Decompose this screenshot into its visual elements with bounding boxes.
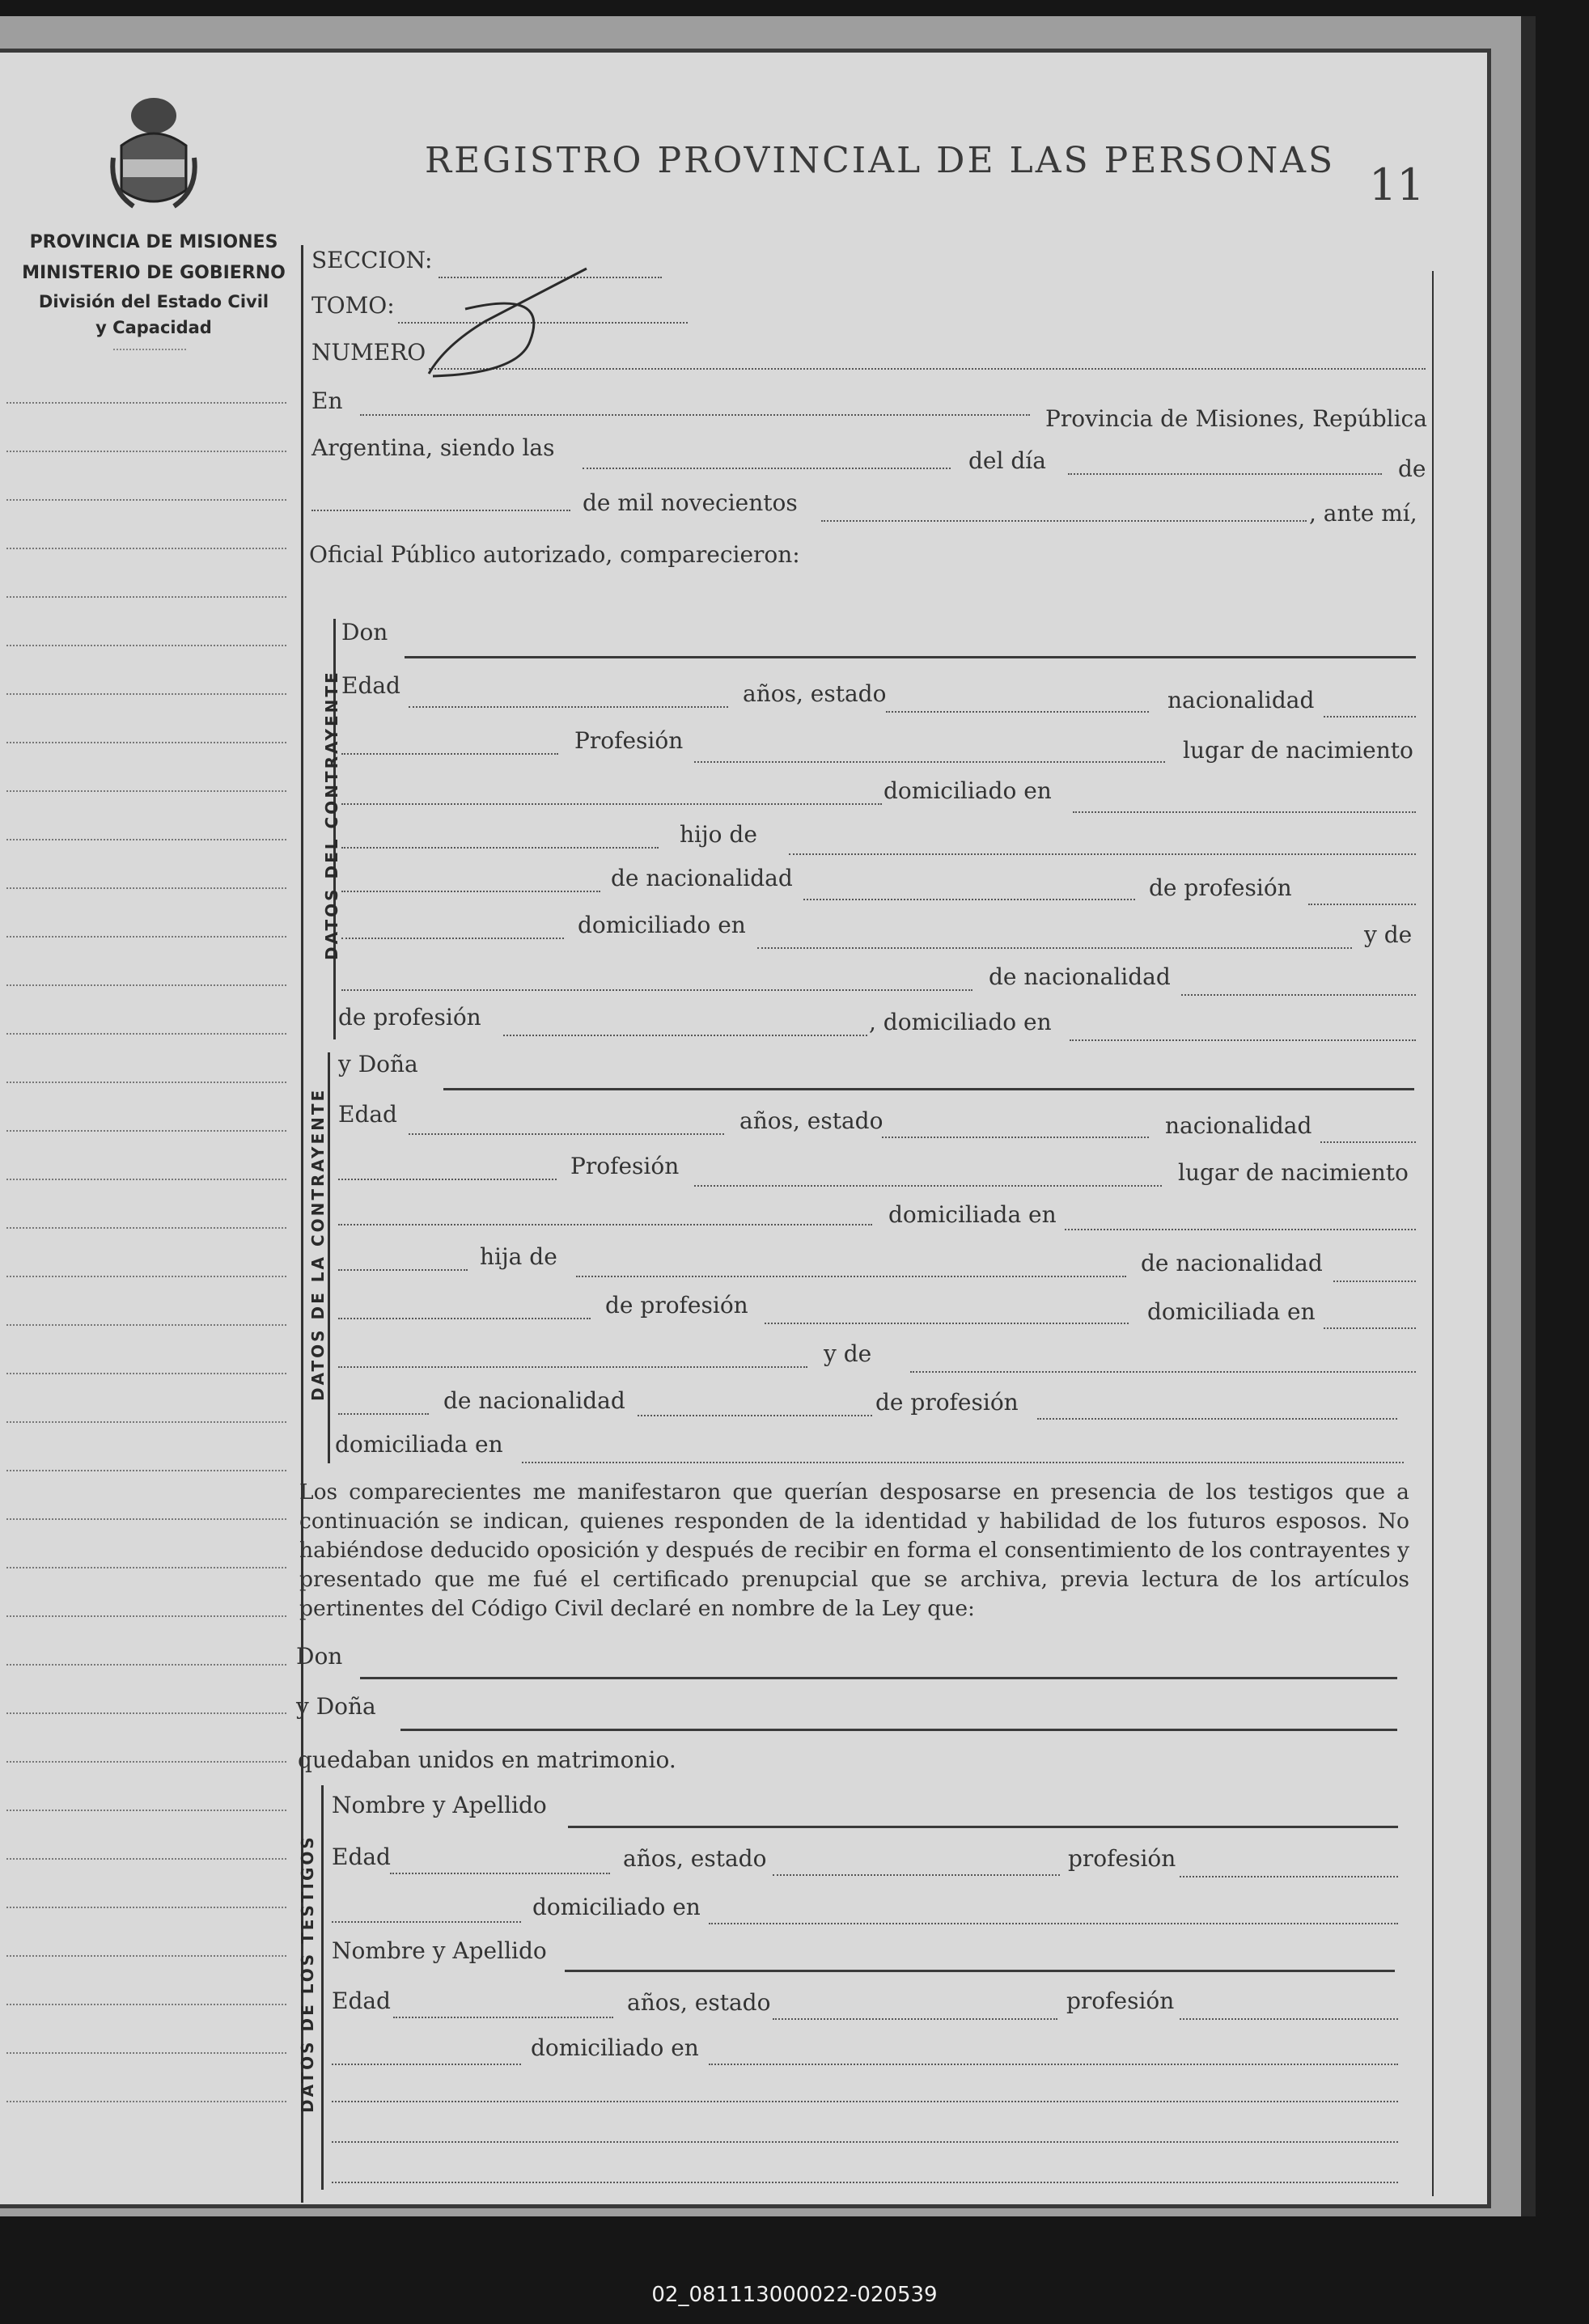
org-rule [113,349,186,350]
don-field[interactable] [405,656,1416,658]
org-division: División del Estado Civil [38,292,269,311]
prof2-field[interactable] [1180,2018,1398,2020]
nombre1-field[interactable] [568,1826,1398,1828]
nac-padre-field[interactable] [803,899,1135,900]
dom-madre-f-field[interactable] [522,1462,1404,1463]
edad-label: Edad [341,672,400,699]
dia-field[interactable] [1068,473,1382,475]
domiciliado2-label: domiciliado en [578,912,746,938]
edad1-label: Edad [332,1844,391,1870]
padre-f-field[interactable] [576,1276,1126,1277]
tomo-label: TOMO: [311,292,395,319]
nombre2-field[interactable] [565,1970,1395,1972]
nac-madre-f-field[interactable] [638,1415,872,1416]
prof1-label: profesión [1068,1845,1176,1872]
anos-estado-label: años, estado [743,680,887,707]
numero-label: NUMERO [311,339,426,366]
y-de-label: y de [1364,921,1413,948]
domiciliada2-label: domiciliada en [1147,1298,1316,1325]
nombre2-label: Nombre y Apellido [332,1937,547,1964]
mes-field[interactable] [311,510,570,511]
en-field[interactable] [360,414,1030,416]
madre-field[interactable] [341,989,972,991]
union-dona-field[interactable] [400,1729,1397,1731]
page-number: 11 [1369,159,1425,210]
prof2-label: profesión [1066,1987,1175,2014]
estado1-field[interactable] [773,1874,1060,1876]
hora-field[interactable] [583,468,951,469]
nombre1-label: Nombre y Apellido [332,1792,547,1818]
edad2-field[interactable] [341,753,558,755]
edad-f-field[interactable] [409,1133,724,1135]
dona-label: y Doña [338,1051,418,1077]
domiciliada-label: domiciliada en [888,1201,1057,1228]
y-de-f-label: y de [824,1340,872,1367]
dom1-field[interactable] [709,1923,1398,1924]
union-dona-label: y Doña [296,1693,376,1720]
quedaban-text: quedaban unidos en matrimonio. [298,1746,676,1773]
page-title: REGISTRO PROVINCIAL DE LAS PERSONAS [425,140,1336,181]
don-label: Don [341,619,388,646]
madre-f-field[interactable] [910,1371,1416,1373]
estado-f-field[interactable] [882,1137,1149,1138]
org-province: PROVINCIA DE MISIONES [29,232,278,252]
prof-padre2-field[interactable] [341,938,564,939]
de-nacionalidad-f-label: de nacionalidad [1141,1250,1323,1276]
de-profesion2-label: de profesión [338,1004,481,1031]
lugar-f-field[interactable] [338,1224,872,1225]
nac-madre-field[interactable] [1181,994,1416,996]
dona-field[interactable] [443,1088,1414,1090]
union-don-field[interactable] [360,1677,1397,1679]
anio-field[interactable] [821,520,1307,522]
de-profesion-f-label: de profesión [605,1292,748,1319]
domiciliada3-label: domiciliada en [335,1431,503,1458]
nacionalidad-field[interactable] [1324,716,1416,718]
hijo-de-label: hijo de [680,821,757,848]
dom-madre-field[interactable] [1070,1039,1416,1041]
dom2-field[interactable] [709,2064,1398,2065]
lugar-f-label: lugar de nacimiento [1178,1159,1409,1186]
prof-madre-f-field[interactable] [1037,1418,1397,1420]
de-nacionalidad2-f-label: de nacionalidad [443,1387,625,1414]
padre-field[interactable] [789,853,1416,855]
profesion-label: Profesión [574,727,684,754]
oficial-text: Oficial Público autorizado, comparecieron: [309,541,800,568]
prof-madre-field[interactable] [503,1035,867,1036]
nac-padre-f-field[interactable] [1333,1281,1416,1282]
org-ministry: MINISTERIO DE GOBIERNO [22,263,286,283]
prof1-field[interactable] [1180,1876,1398,1877]
de-label: de [1398,455,1426,482]
prof-padre-f-field[interactable] [765,1323,1129,1324]
lugar-nacimiento-label: lugar de nacimiento [1183,737,1413,764]
de-profesion2-f-label: de profesión [875,1389,1019,1416]
dom2-label: domiciliado en [531,2034,699,2061]
edad2-label: Edad [332,1987,391,2014]
edad2-f-field[interactable] [338,1179,557,1180]
main-right-rule [1432,271,1434,2196]
anos-estado-f-label: años, estado [739,1107,883,1134]
domiciliado-label: domiciliado en [883,777,1052,804]
anos2-label: años, estado [627,1989,771,2016]
nacionalidad-label: nacionalidad [1167,687,1315,713]
nac-padre2-f-field[interactable] [338,1318,591,1319]
de-profesion-label: de profesión [1149,874,1292,901]
edad1b-field[interactable] [332,1921,521,1923]
profesion-f-field[interactable] [694,1185,1162,1187]
en-label: En [311,387,343,414]
contrayente-side-label: DATOS DEL CONTRAYENTE [322,670,341,960]
extra-line-1[interactable] [332,2101,1398,2102]
de-nacionalidad2-label: de nacionalidad [989,963,1171,990]
dom-padre-f-field[interactable] [1324,1327,1416,1329]
org-capacity: y Capacidad [95,318,212,337]
union-don-label: Don [296,1643,343,1670]
mil-text: de mil novecientos [583,489,798,516]
coat-of-arms-icon [105,93,202,214]
estado2-field[interactable] [773,2018,1057,2020]
domicilio2-f-field[interactable] [338,1269,468,1271]
edad-field[interactable] [409,706,728,708]
del-dia-label: del día [968,447,1046,474]
domicilio-field[interactable] [1073,811,1416,813]
declaration-paragraph: Los comparecientes me manifestaron que querían desposarse en presencia de los testigos que a continuación se indican, quienes responden de la identidad y habilidad de los futuros esposos. No habiéndose deducido oposición y después de recibir en forma el consentimiento de los contrayentes y presentado que me fué el certificado prenupcial que se archiva, previa lectura de los artículos pertinentes del Código Civil declaré en nombre de la Ley que: [299,1479,1409,1621]
domicilio-f-field[interactable] [1065,1229,1416,1230]
estado-field[interactable] [886,711,1149,713]
seccion-label: SECCION: [311,247,433,273]
edad1-field[interactable] [390,1873,610,1874]
provincia-text: Provincia de Misiones, República [1045,405,1427,432]
handwritten-number [421,265,599,386]
hija-de-label: hija de [480,1243,557,1270]
edad-f-label: Edad [338,1101,397,1128]
edad2b-field[interactable] [332,2064,521,2065]
argentina-text: Argentina, siendo las [311,434,555,461]
testigos-side-label: DATOS DE LOS TESTIGOS [298,1835,317,2113]
dom-padre2-f-field[interactable] [338,1366,807,1368]
extra-line-2[interactable] [332,2141,1398,2143]
edad2t-field[interactable] [393,2017,613,2018]
testigos-rule [321,1785,324,2190]
dom-padre-field[interactable] [757,947,1352,949]
nacionalidad-f-label: nacionalidad [1165,1112,1312,1139]
domiciliado3-label: , domiciliado en [869,1009,1052,1035]
prof-padre-field[interactable] [1308,904,1416,905]
padre2-field[interactable] [341,891,600,892]
nacionalidad-f-field[interactable] [1320,1141,1416,1143]
contrayenta-rule [328,1052,330,1463]
profesion-f-label: Profesión [570,1153,680,1179]
ante-text: , ante mí, [1309,500,1417,527]
extra-line-3[interactable] [332,2182,1398,2183]
profesion-field[interactable] [694,761,1165,763]
de-nacionalidad-label: de nacionalidad [611,865,793,891]
scan-code: 02_081113000022-020539 [651,2283,938,2307]
lugar-field[interactable] [341,803,882,805]
anos1-label: años, estado [623,1845,767,1872]
madre2-f-field[interactable] [338,1413,429,1415]
register-page [0,49,1491,2208]
dom1-label: domiciliado en [532,1894,701,1920]
contrayenta-side-label: DATOS DE LA CONTRAYENTE [308,1087,328,1401]
domicilio2-field[interactable] [341,847,659,849]
